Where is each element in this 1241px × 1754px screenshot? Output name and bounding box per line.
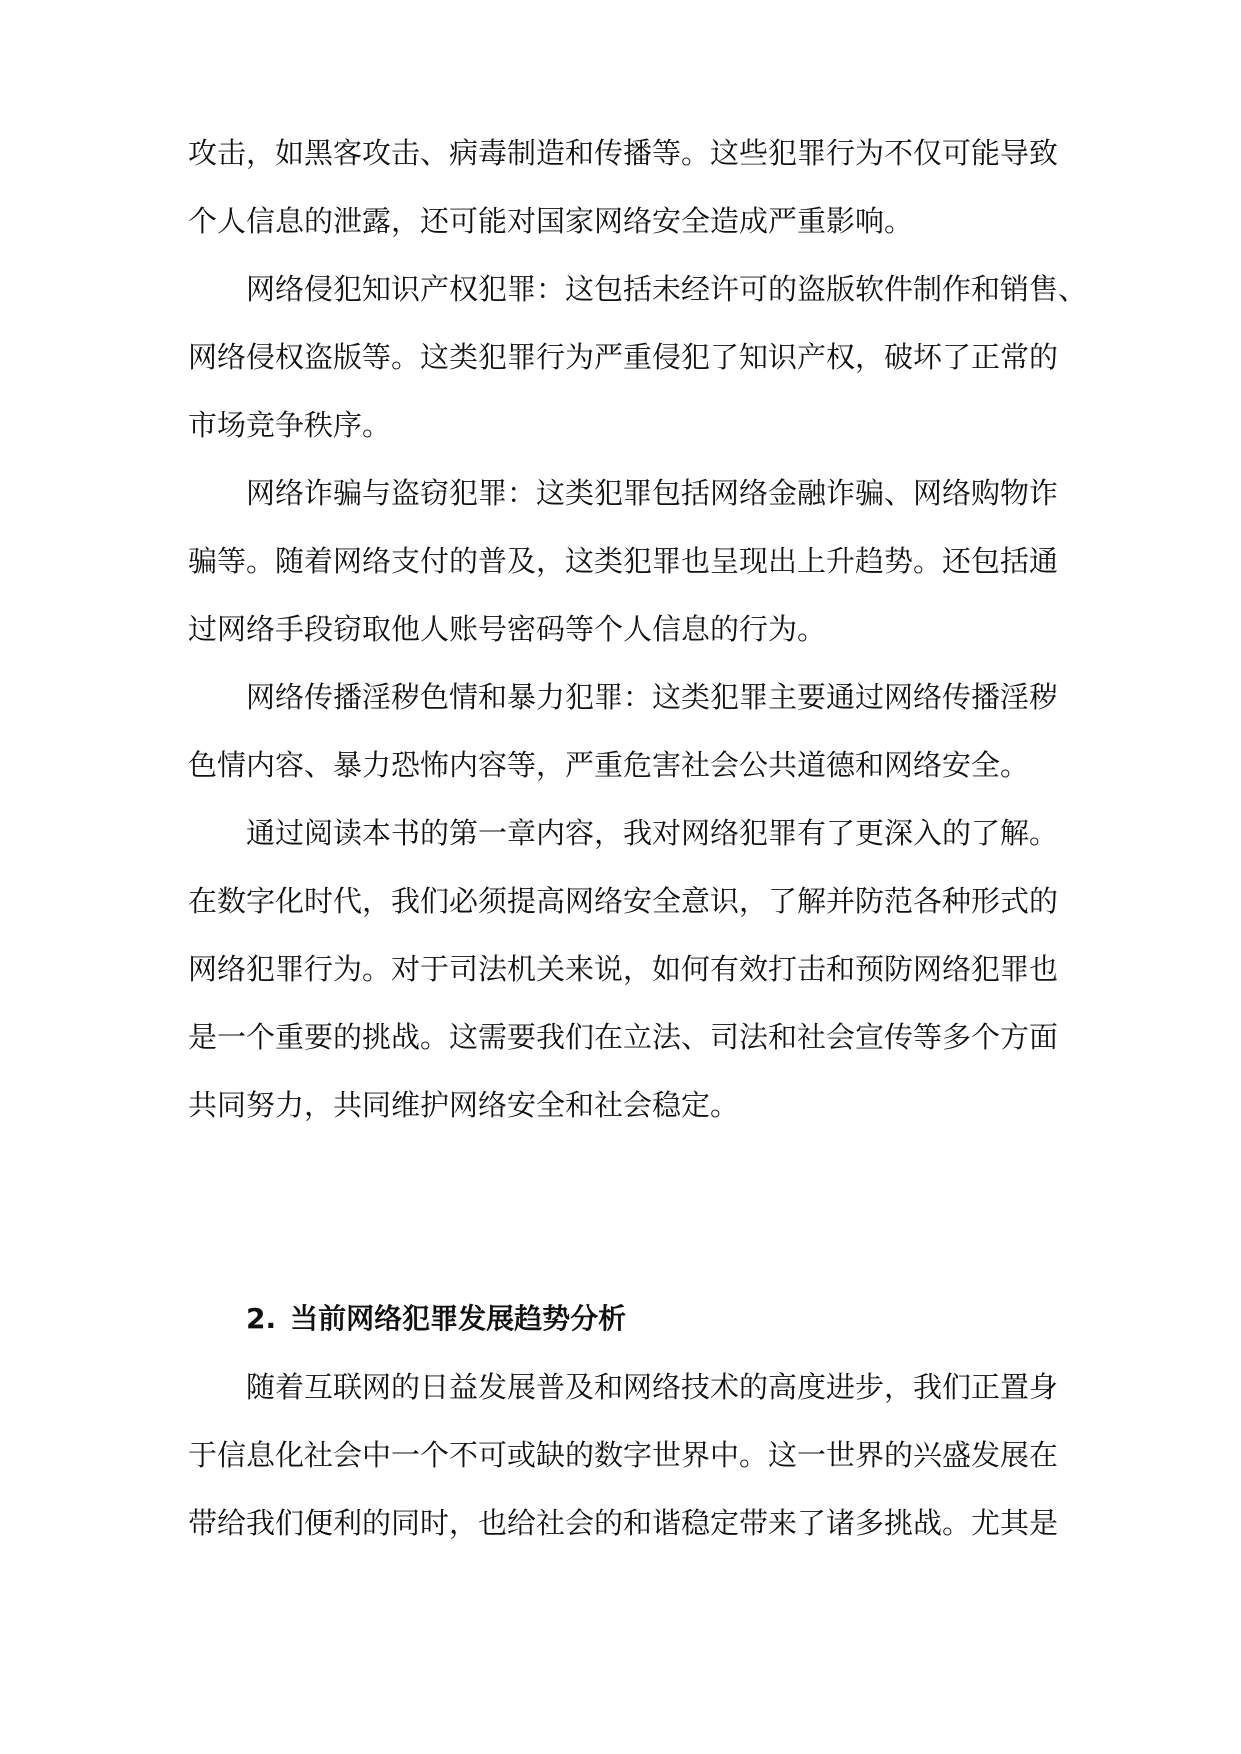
body-text-line: 市场竞争秩序。	[188, 408, 392, 442]
body-text-line: 在数字化时代，我们必须提高网络安全意识，了解并防范各种形式的	[188, 884, 1059, 918]
paragraph-first-line: 随着互联网的日益发展普及和网络技术的高度进步，我们正置身	[246, 1370, 1059, 1404]
body-text-line: 于信息化社会中一个不可或缺的数字世界中。这一世界的兴盛发展在	[188, 1438, 1059, 1472]
section-title: 当前网络犯罪发展趋势分析	[290, 1302, 627, 1335]
body-text-line: 色情内容、暴力恐怖内容等，严重危害社会公共道德和网络安全。	[188, 748, 1030, 782]
body-text-line: 共同努力，共同维护网络安全和社会稳定。	[188, 1088, 740, 1122]
paragraph-first-line: 通过阅读本书的第一章内容，我对网络犯罪有了更深入的了解。	[246, 816, 1059, 850]
body-text-line: 是一个重要的挑战。这需要我们在立法、司法和社会宣传等多个方面	[188, 1020, 1059, 1054]
body-text-line: 攻击，如黑客攻击、病毒制造和传播等。这些犯罪行为不仅可能导致	[188, 136, 1059, 170]
body-text-line: 过网络手段窃取他人账号密码等个人信息的行为。	[188, 612, 827, 646]
section-heading	[246, 1297, 626, 1341]
section-number: 2.	[246, 1302, 277, 1335]
body-text-line: 骗等。随着网络支付的普及，这类犯罪也呈现出上升趋势。还包括通	[188, 544, 1059, 578]
paragraph-first-line: 网络诈骗与盗窃犯罪：这类犯罪包括网络金融诈骗、网络购物诈	[246, 476, 1059, 510]
paragraph-first-line: 网络侵犯知识产权犯罪：这包括未经许可的盗版软件制作和销售、	[246, 272, 1088, 306]
body-text-line: 个人信息的泄露，还可能对国家网络安全造成严重影响。	[188, 204, 914, 238]
body-text-line: 网络犯罪行为。对于司法机关来说，如何有效打击和预防网络犯罪也	[188, 952, 1059, 986]
body-text-line: 网络侵权盗版等。这类犯罪行为严重侵犯了知识产权，破坏了正常的	[188, 340, 1059, 374]
body-text-line: 带给我们便利的同时，也给社会的和谐稳定带来了诸多挑战。尤其是	[188, 1506, 1059, 1540]
paragraph-first-line: 网络传播淫秽色情和暴力犯罪：这类犯罪主要通过网络传播淫秽	[246, 680, 1059, 714]
